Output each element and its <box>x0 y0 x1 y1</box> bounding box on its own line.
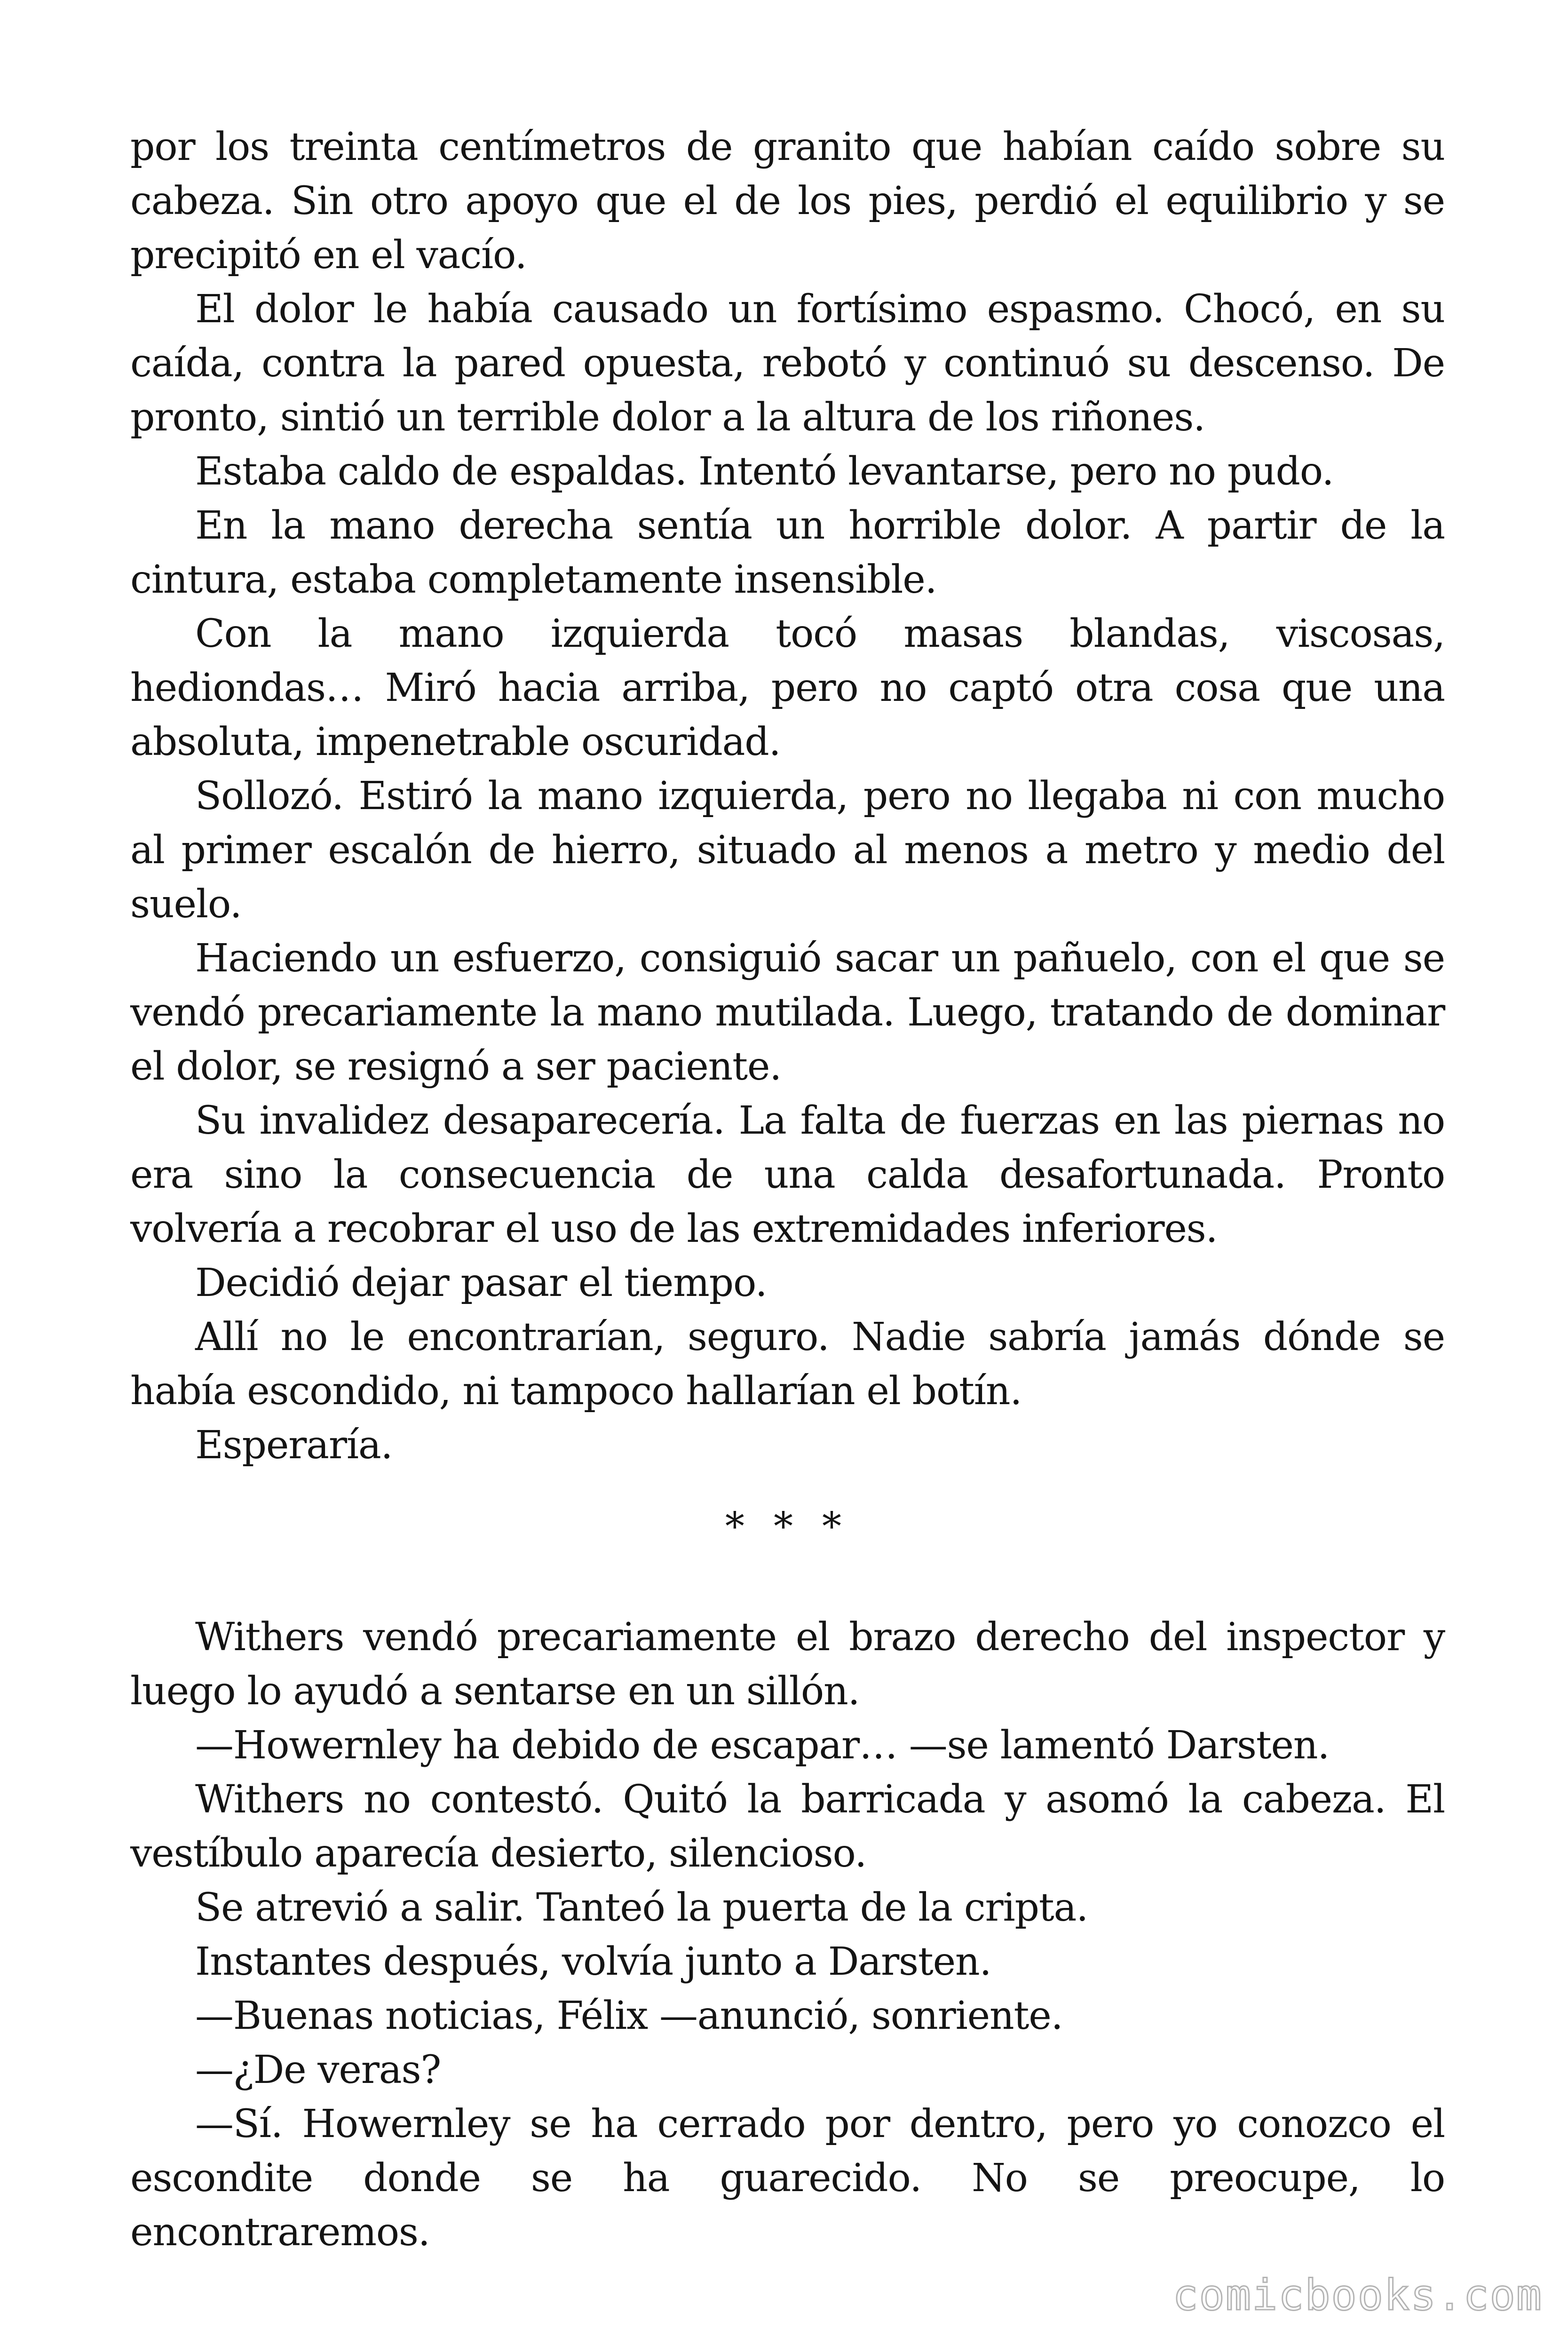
paragraph: Sollozó. Estiró la mano izquierda, pero no llegaba ni con mucho al primer escalón de hierro, situado al menos a metro y medio del suelo. <box>130 774 1445 927</box>
paragraph: En la mano derecha sentía un horrible dolor. A partir de la cintura, estaba completamente insensible. <box>130 503 1445 602</box>
paragraph: por los treinta centímetros de granito que habían caído sobre su cabeza. Sin otro apoyo que el de los pies, perdió el equilibrio y se precipitó en el vacío. <box>130 125 1445 278</box>
paragraph: Decidió dejar pasar el tiempo. <box>195 1261 767 1305</box>
paragraph: Su invalidez desaparecería. La falta de fuerzas en las piernas no era sino la consecuencia de una calda desafortunada. Pronto volvería a recobrar el uso de las extremidades inferiores. <box>130 1098 1445 1251</box>
paragraph: Withers no contestó. Quitó la barricada y asomó la cabeza. El vestíbulo aparecía desierto, silencioso. <box>130 1777 1445 1876</box>
paragraph: —Buenas noticias, Félix —anunció, sonriente. <box>195 1994 1063 2038</box>
paragraph: El dolor le había causado un fortísimo espasmo. Chocó, en su caída, contra la pared opuesta, rebotó y continuó su descenso. De pronto, sintió un terrible dolor a la altura de los riñones. <box>130 287 1445 440</box>
section-separator: * * * <box>725 1504 850 1549</box>
paragraph: Estaba caldo de espaldas. Intentó levantarse, pero no pudo. <box>195 449 1334 494</box>
paragraph: Con la mano izquierda tocó masas blandas, viscosas, hediondas… Miró hacia arriba, pero no captó otra cosa que una absoluta, impenetrable oscuridad. <box>130 612 1445 764</box>
paragraph: —Sí. Howernley se ha cerrado por dentro, pero yo conozco el escondite donde se ha guarecido. No se preocupe, lo encontraremos. <box>130 2102 1445 2255</box>
paragraph: Se atrevió a salir. Tanteó la puerta de la cripta. <box>195 1885 1088 1930</box>
paragraph: Esperaría. <box>195 1423 393 1468</box>
paragraph: Allí no le encontrarían, seguro. Nadie sabría jamás dónde se había escondido, ni tampoco hallarían el botín. <box>130 1315 1445 1414</box>
paragraph: Haciendo un esfuerzo, consiguió sacar un pañuelo, con el que se vendó precariamente la mano mutilada. Luego, tratando de dominar el dolor, se resignó a ser paciente. <box>130 936 1445 1089</box>
paragraph: —¿De veras? <box>195 2048 441 2092</box>
watermark: comicbooks.com <box>1172 2271 1543 2320</box>
paragraph: Instantes después, volvía junto a Darsten. <box>195 1939 991 1984</box>
paragraph: Withers vendó precariamente el brazo derecho del inspector y luego lo ayudó a sentarse en un sillón. <box>130 1615 1445 1714</box>
book-page <box>130 120 1445 2259</box>
paragraph: —Howernley ha debido de escapar… —se lamentó Darsten. <box>195 1723 1330 1768</box>
